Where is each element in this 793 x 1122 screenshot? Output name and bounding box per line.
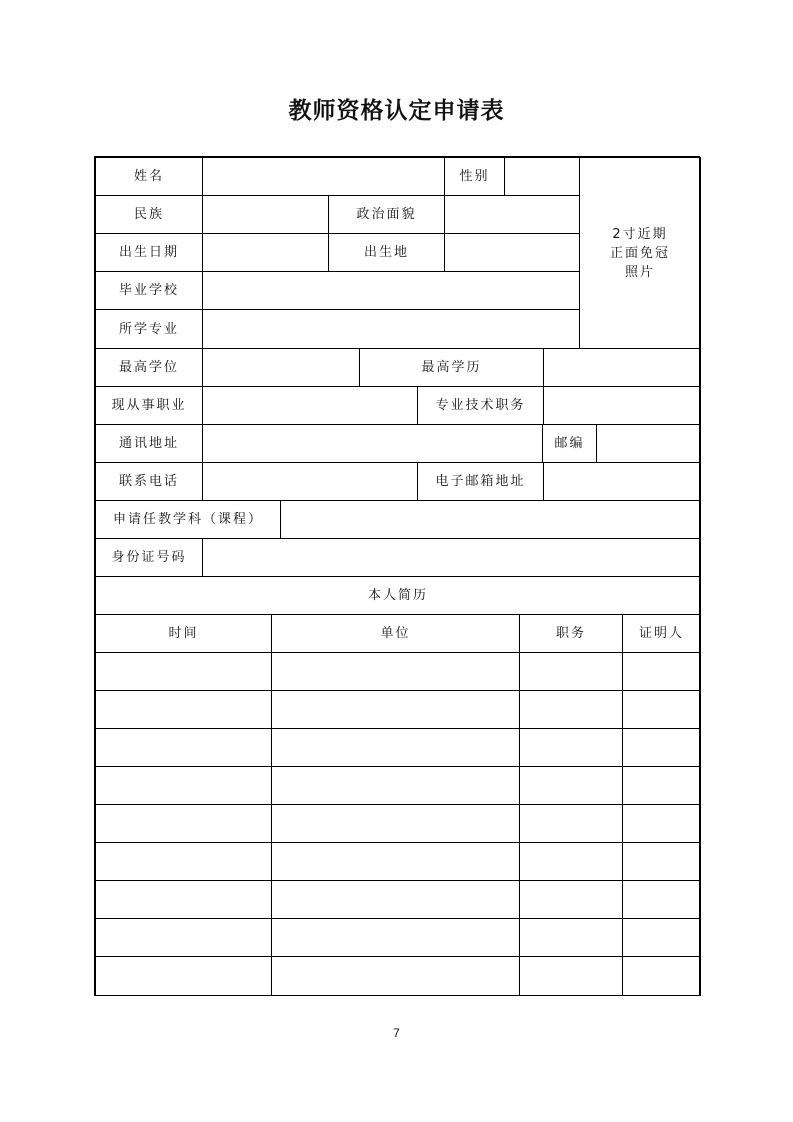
name-field[interactable] xyxy=(202,157,445,196)
resume-witness-cell[interactable] xyxy=(622,918,701,957)
resume-position-cell[interactable] xyxy=(519,690,623,729)
school-label: 毕业学校 xyxy=(95,271,203,310)
ethnicity-field[interactable] xyxy=(202,195,329,234)
resume-witness-cell[interactable] xyxy=(622,804,701,843)
professional-title-field[interactable] xyxy=(543,386,701,425)
resume-position-cell[interactable] xyxy=(519,804,623,843)
resume-time-cell[interactable] xyxy=(95,804,272,843)
resume-position-cell[interactable] xyxy=(519,842,623,881)
resume-header-witness: 证明人 xyxy=(622,614,701,653)
resume-unit-cell[interactable] xyxy=(271,652,520,691)
application-form xyxy=(94,156,700,996)
postcode-field[interactable] xyxy=(596,424,701,463)
resume-time-cell[interactable] xyxy=(95,918,272,957)
resume-time-cell[interactable] xyxy=(95,728,272,767)
resume-witness-cell[interactable] xyxy=(622,728,701,767)
resume-witness-cell[interactable] xyxy=(622,880,701,919)
highest-degree-label: 最高学位 xyxy=(95,348,203,387)
resume-witness-cell[interactable] xyxy=(622,690,701,729)
birthplace-field[interactable] xyxy=(444,233,580,272)
email-label: 电子邮箱地址 xyxy=(417,462,544,501)
resume-header-position: 职务 xyxy=(519,614,623,653)
resume-unit-cell[interactable] xyxy=(271,956,520,996)
resume-time-cell[interactable] xyxy=(95,766,272,805)
major-field[interactable] xyxy=(202,309,580,349)
resume-header-unit: 单位 xyxy=(271,614,520,653)
birthplace-label: 出生地 xyxy=(328,233,445,272)
id-number-label: 身份证号码 xyxy=(95,538,203,577)
political-status-label: 政治面貌 xyxy=(328,195,445,234)
gender-label: 性别 xyxy=(444,157,505,196)
school-field[interactable] xyxy=(202,271,580,310)
resume-unit-cell[interactable] xyxy=(271,690,520,729)
resume-time-cell[interactable] xyxy=(95,842,272,881)
resume-witness-cell[interactable] xyxy=(622,842,701,881)
page-number: 7 xyxy=(393,1026,400,1040)
ethnicity-label: 民族 xyxy=(95,195,203,234)
occupation-field[interactable] xyxy=(202,386,418,425)
name-label: 姓名 xyxy=(95,157,203,196)
resume-position-cell[interactable] xyxy=(519,880,623,919)
resume-position-cell[interactable] xyxy=(519,766,623,805)
photo-text-line: 2寸近期 xyxy=(612,226,668,242)
address-label: 通讯地址 xyxy=(95,424,203,463)
resume-position-cell[interactable] xyxy=(519,652,623,691)
birth-date-field[interactable] xyxy=(202,233,329,272)
major-label: 所学专业 xyxy=(95,309,203,349)
phone-field[interactable] xyxy=(202,462,418,501)
teaching-subject-label: 申请任教学科（课程） xyxy=(95,500,281,539)
resume-header-time: 时间 xyxy=(95,614,272,653)
highest-degree-field[interactable] xyxy=(202,348,360,387)
postcode-label: 邮编 xyxy=(542,424,597,463)
resume-unit-cell[interactable] xyxy=(271,766,520,805)
teaching-subject-field[interactable] xyxy=(280,500,701,539)
phone-label: 联系电话 xyxy=(95,462,203,501)
resume-section-title: 本人简历 xyxy=(95,576,701,615)
photo-text-line: 照片 xyxy=(624,264,655,280)
resume-witness-cell[interactable] xyxy=(622,766,701,805)
professional-title-label: 专业技术职务 xyxy=(417,386,544,425)
resume-time-cell[interactable] xyxy=(95,690,272,729)
resume-position-cell[interactable] xyxy=(519,728,623,767)
email-field[interactable] xyxy=(543,462,701,501)
highest-education-field[interactable] xyxy=(543,348,701,387)
birth-date-label: 出生日期 xyxy=(95,233,203,272)
resume-witness-cell[interactable] xyxy=(622,652,701,691)
resume-position-cell[interactable] xyxy=(519,956,623,996)
resume-position-cell[interactable] xyxy=(519,918,623,957)
photo-text-line: 正面免冠 xyxy=(609,245,670,261)
page-title: 教师资格认定申请表 xyxy=(288,98,505,124)
resume-unit-cell[interactable] xyxy=(271,842,520,881)
resume-time-cell[interactable] xyxy=(95,880,272,919)
resume-time-cell[interactable] xyxy=(95,956,272,996)
photo-box[interactable] xyxy=(579,157,701,349)
address-field[interactable] xyxy=(202,424,543,463)
resume-unit-cell[interactable] xyxy=(271,728,520,767)
political-status-field[interactable] xyxy=(444,195,580,234)
gender-field[interactable] xyxy=(504,157,580,196)
resume-unit-cell[interactable] xyxy=(271,918,520,957)
resume-time-cell[interactable] xyxy=(95,652,272,691)
id-number-field[interactable] xyxy=(202,538,701,577)
occupation-label: 现从事职业 xyxy=(95,386,203,425)
resume-unit-cell[interactable] xyxy=(271,880,520,919)
resume-unit-cell[interactable] xyxy=(271,804,520,843)
highest-education-label: 最高学历 xyxy=(359,348,544,387)
resume-witness-cell[interactable] xyxy=(622,956,701,996)
